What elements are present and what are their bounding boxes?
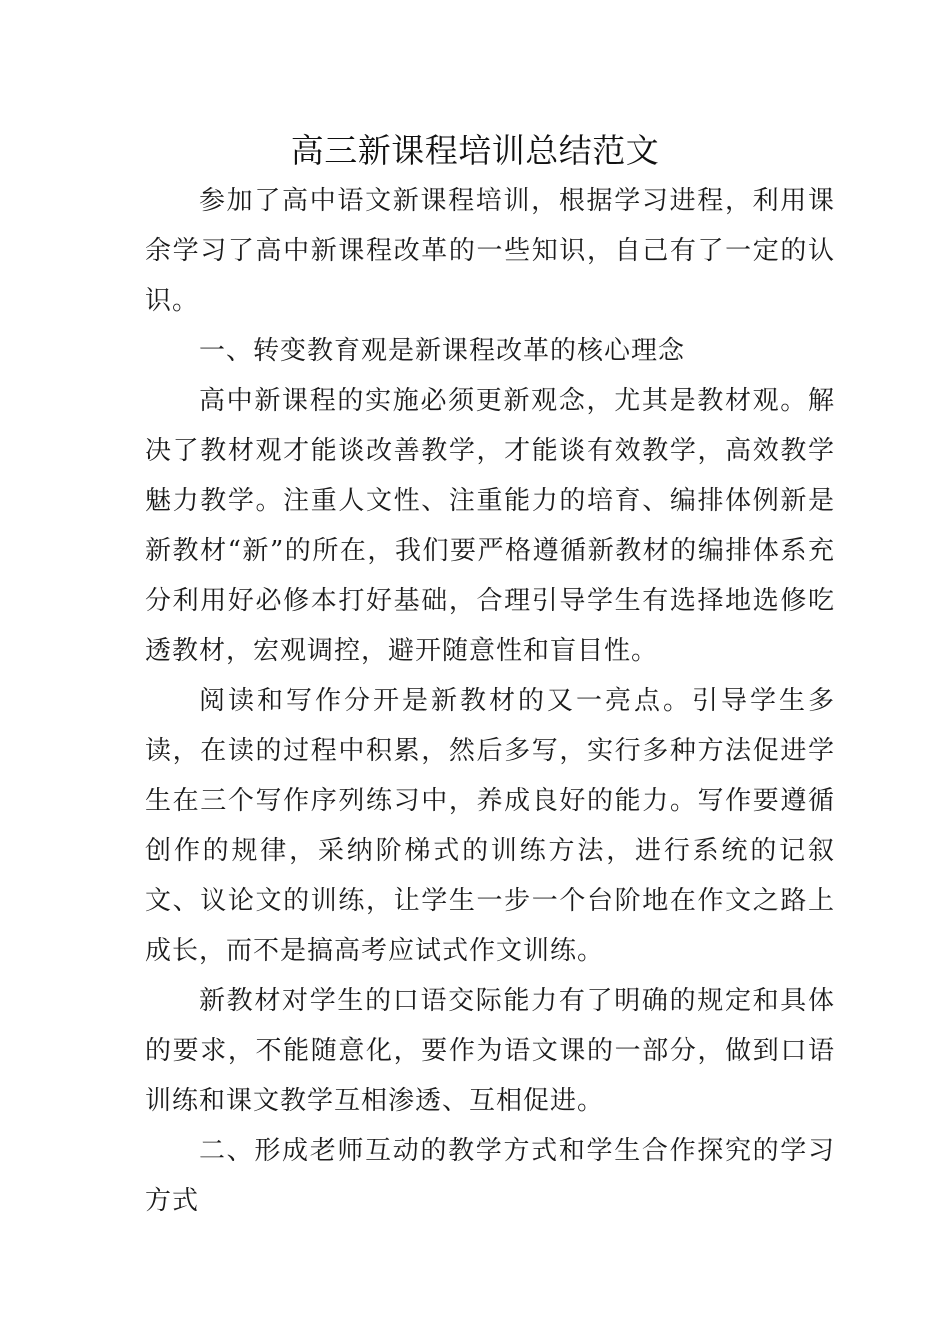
paragraph-intro: 参加了高中语文新课程培训，根据学习进程，利用课余学习了高中新课程改革的一些知识，自己有了一定的认识。: [145, 186, 835, 316]
paragraph-oral-communication: 新教材对学生的口语交际能力有了明确的规定和具体的要求，不能随意化，要作为语文课的一部分，做到口语训练和课文教学互相渗透、互相促进。: [145, 986, 835, 1116]
document-title: 高三新课程培训总结范文: [290, 131, 660, 170]
paragraph-reading-writing: 阅读和写作分开是新教材的又一亮点。引导学生多读，在读的过程中积累，然后多写，实行多种方法促进学生在三个写作序列练习中，养成良好的能力。写作要遵循创作的规律，采纳阶梯式的训练方法，进行系统的记叙文、议论文的训练，让学生一步一个台阶地在作文之路上成长，而不是搞高考应试式作文训练。: [145, 686, 835, 966]
section-heading-one: 一、转变教育观是新课程改革的核心理念: [199, 336, 686, 366]
section-heading-two: 二、形成老师互动的教学方式和学生合作探究的学习方式: [145, 1136, 835, 1216]
paragraph-textbook-view: 高中新课程的实施必须更新观念，尤其是教材观。解决了教材观才能谈改善教学，才能谈有效教学，高效教学魅力教学。注重人文性、注重能力的培育、编排体例新是新教材“新”的所在，我们要严格遵循新教材的编排体系充分利用好必修本打好基础，合理引导学生有选择地选修吃透教材，宏观调控，避开随意性和盲目性。: [145, 386, 835, 666]
document-body: [145, 176, 835, 1226]
